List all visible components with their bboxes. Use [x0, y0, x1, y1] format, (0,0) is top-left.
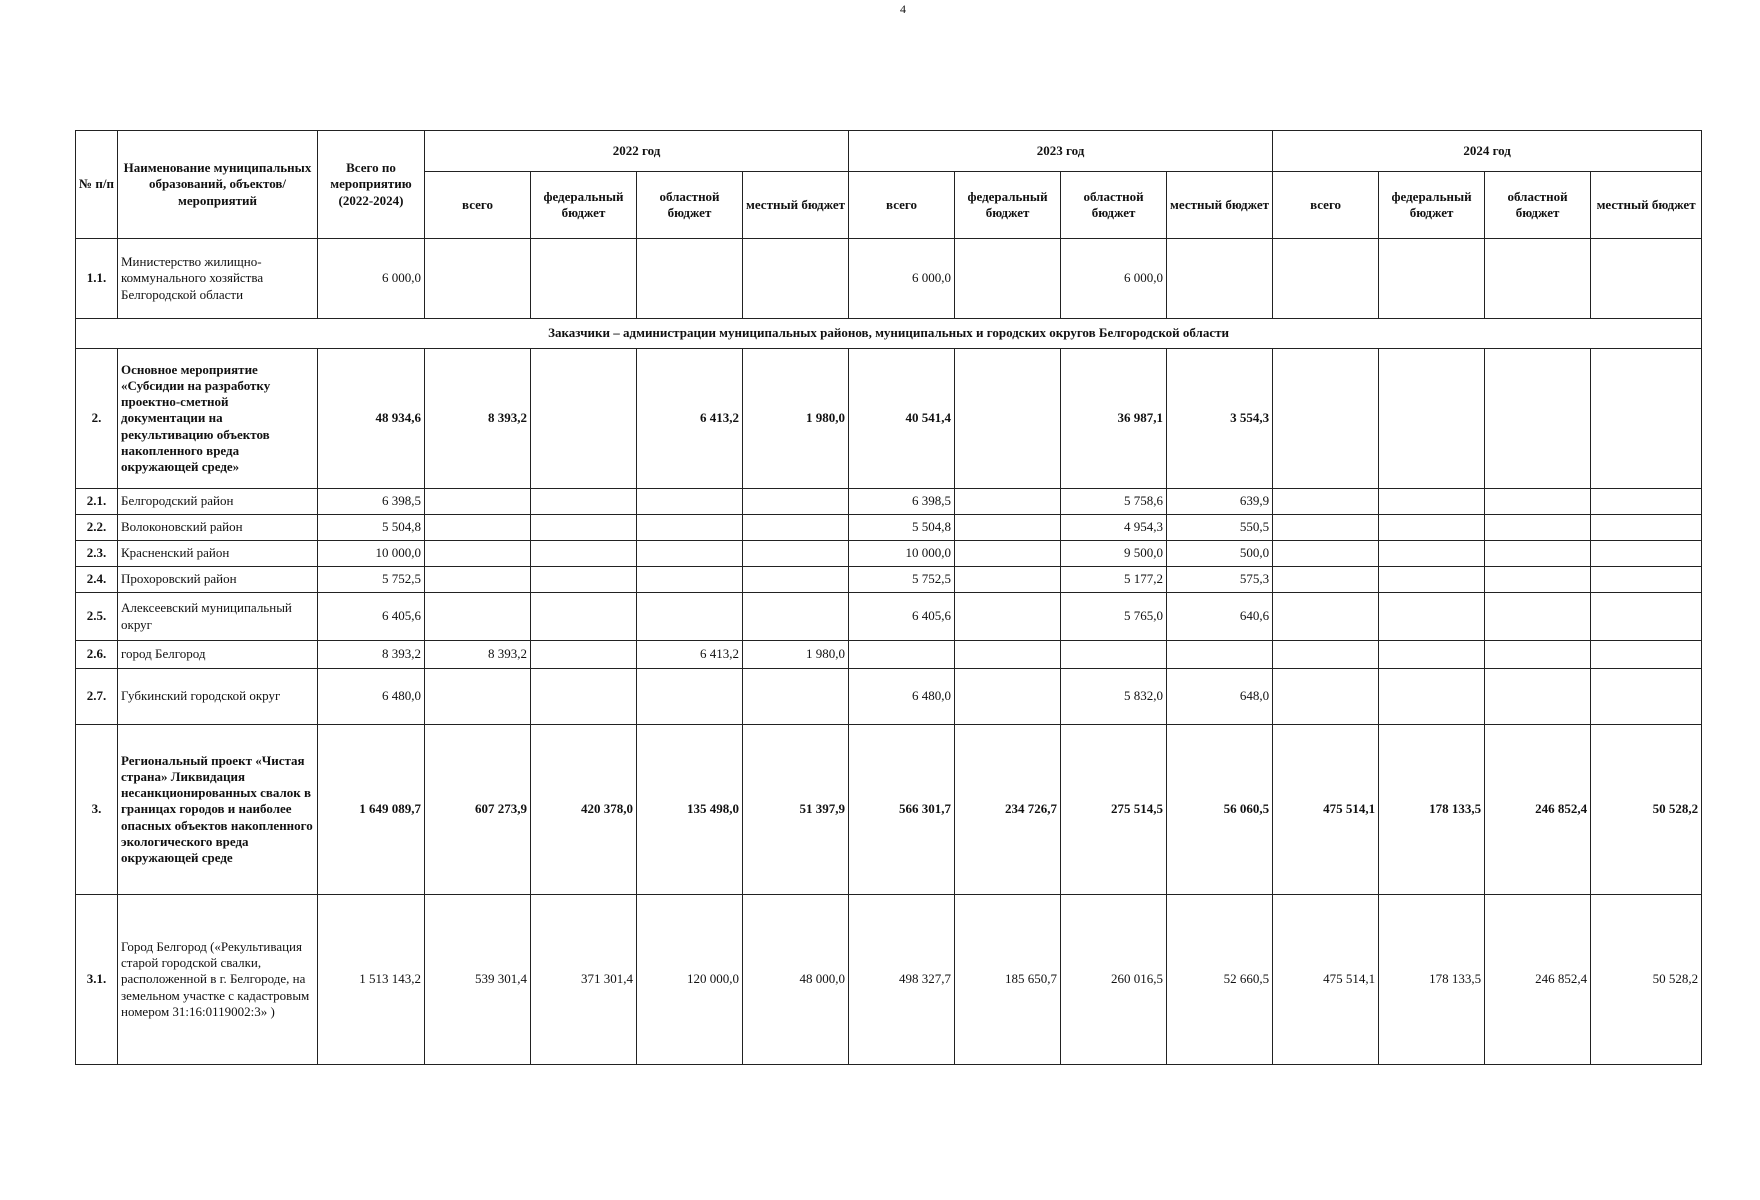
table-row — [76, 567, 1702, 593]
value-cell: 10 000,0 — [849, 541, 955, 567]
value-cell — [637, 541, 743, 567]
row-name: Волоконовский район — [118, 515, 318, 541]
value-cell: 246 852,4 — [1485, 895, 1591, 1065]
section-title: Заказчики – администрации муниципальных районов, муниципальных и городских округов Белгородской области — [76, 319, 1702, 349]
header-name: Наименование муниципальных образований, объектов/мероприятий — [118, 131, 318, 239]
value-cell — [743, 567, 849, 593]
value-cell: 5 758,6 — [1061, 489, 1167, 515]
value-cell: 6 000,0 — [849, 239, 955, 319]
value-cell — [531, 669, 637, 725]
value-cell — [1591, 669, 1702, 725]
value-cell: 48 000,0 — [743, 895, 849, 1065]
value-cell: 51 397,9 — [743, 725, 849, 895]
row-name: Губкинский городской округ — [118, 669, 318, 725]
value-cell — [1485, 593, 1591, 641]
header-sub-local: местный бюджет — [1167, 172, 1273, 239]
value-cell — [955, 593, 1061, 641]
value-cell — [531, 239, 637, 319]
header-no: № п/п — [76, 131, 118, 239]
value-cell: 234 726,7 — [955, 725, 1061, 895]
value-cell: 420 378,0 — [531, 725, 637, 895]
value-cell: 6 405,6 — [318, 593, 425, 641]
row-number: 2.5. — [76, 593, 118, 641]
value-cell — [425, 239, 531, 319]
value-cell — [1485, 641, 1591, 669]
value-cell: 5 177,2 — [1061, 567, 1167, 593]
value-cell: 5 752,5 — [318, 567, 425, 593]
value-cell: 6 480,0 — [849, 669, 955, 725]
value-cell — [1591, 541, 1702, 567]
table-body — [76, 239, 1702, 1065]
header-year-2024: 2024 год — [1273, 131, 1702, 172]
table-row — [76, 489, 1702, 515]
value-cell — [1485, 567, 1591, 593]
value-cell — [743, 593, 849, 641]
header-sub-local: местный бюджет — [743, 172, 849, 239]
row-name: Красненский район — [118, 541, 318, 567]
value-cell — [849, 641, 955, 669]
value-cell: 52 660,5 — [1167, 895, 1273, 1065]
header-year-2023: 2023 год — [849, 131, 1273, 172]
value-cell — [1273, 515, 1379, 541]
value-cell — [955, 515, 1061, 541]
value-cell — [1379, 239, 1485, 319]
value-cell: 246 852,4 — [1485, 725, 1591, 895]
row-number: 2.6. — [76, 641, 118, 669]
value-cell — [1167, 239, 1273, 319]
value-cell — [531, 593, 637, 641]
value-cell — [637, 669, 743, 725]
value-cell: 8 393,2 — [425, 641, 531, 669]
value-cell: 50 528,2 — [1591, 895, 1702, 1065]
row-name: город Белгород — [118, 641, 318, 669]
value-cell — [1485, 669, 1591, 725]
value-cell — [1379, 541, 1485, 567]
value-cell: 185 650,7 — [955, 895, 1061, 1065]
budget-table — [75, 130, 1702, 1065]
table-row — [76, 349, 1702, 489]
value-cell — [531, 515, 637, 541]
value-cell — [531, 489, 637, 515]
value-cell — [955, 489, 1061, 515]
value-cell — [1273, 349, 1379, 489]
row-number: 2.3. — [76, 541, 118, 567]
value-cell — [1591, 489, 1702, 515]
value-cell — [1273, 567, 1379, 593]
value-cell: 6 000,0 — [1061, 239, 1167, 319]
value-cell — [1273, 489, 1379, 515]
value-cell — [743, 239, 849, 319]
value-cell — [955, 239, 1061, 319]
header-total: Всего по мероприятию (2022-2024) — [318, 131, 425, 239]
value-cell — [955, 541, 1061, 567]
value-cell: 539 301,4 — [425, 895, 531, 1065]
value-cell: 1 649 089,7 — [318, 725, 425, 895]
value-cell: 475 514,1 — [1273, 725, 1379, 895]
value-cell — [425, 541, 531, 567]
value-cell: 260 016,5 — [1061, 895, 1167, 1065]
value-cell — [1591, 641, 1702, 669]
value-cell: 135 498,0 — [637, 725, 743, 895]
value-cell: 498 327,7 — [849, 895, 955, 1065]
value-cell: 9 500,0 — [1061, 541, 1167, 567]
value-cell: 120 000,0 — [637, 895, 743, 1065]
value-cell: 5 752,5 — [849, 567, 955, 593]
value-cell: 6 398,5 — [318, 489, 425, 515]
row-name: Основное мероприятие «Субсидии на разработку проектно-сметной документации на рекультивацию объектов накопленного вреда окружающей среде» — [118, 349, 318, 489]
table-row — [76, 593, 1702, 641]
table-row — [76, 541, 1702, 567]
value-cell: 648,0 — [1167, 669, 1273, 725]
header-sub-federal: федеральный бюджет — [955, 172, 1061, 239]
header-sub-local: местный бюджет — [1591, 172, 1702, 239]
header-sub-total: всего — [1273, 172, 1379, 239]
value-cell: 50 528,2 — [1591, 725, 1702, 895]
value-cell: 6 413,2 — [637, 641, 743, 669]
value-cell: 3 554,3 — [1167, 349, 1273, 489]
value-cell: 1 980,0 — [743, 641, 849, 669]
value-cell — [1485, 489, 1591, 515]
row-number: 3.1. — [76, 895, 118, 1065]
value-cell — [1591, 349, 1702, 489]
value-cell — [1379, 515, 1485, 541]
row-number: 2. — [76, 349, 118, 489]
value-cell — [1379, 489, 1485, 515]
header-sub-total: всего — [425, 172, 531, 239]
header-sub-regional: областной бюджет — [1485, 172, 1591, 239]
table-row — [76, 641, 1702, 669]
value-cell: 10 000,0 — [318, 541, 425, 567]
value-cell: 48 934,6 — [318, 349, 425, 489]
row-number: 3. — [76, 725, 118, 895]
row-name: Министерство жилищно-коммунального хозяйства Белгородской области — [118, 239, 318, 319]
value-cell — [1379, 567, 1485, 593]
value-cell: 275 514,5 — [1061, 725, 1167, 895]
value-cell — [1379, 669, 1485, 725]
value-cell: 550,5 — [1167, 515, 1273, 541]
value-cell — [1273, 593, 1379, 641]
section-row — [76, 319, 1702, 349]
row-number: 2.1. — [76, 489, 118, 515]
value-cell: 475 514,1 — [1273, 895, 1379, 1065]
value-cell — [1591, 567, 1702, 593]
value-cell — [1591, 515, 1702, 541]
header-sub-total: всего — [849, 172, 955, 239]
value-cell — [531, 567, 637, 593]
value-cell: 500,0 — [1167, 541, 1273, 567]
row-name: Региональный проект «Чистая страна» Ликвидация несанкционированных свалок в границах городов и наиболее опасных объектов накопленного экологического вреда окружающей среде — [118, 725, 318, 895]
value-cell — [1591, 239, 1702, 319]
value-cell — [1485, 239, 1591, 319]
value-cell — [955, 669, 1061, 725]
value-cell — [743, 489, 849, 515]
value-cell — [531, 641, 637, 669]
value-cell: 8 393,2 — [318, 641, 425, 669]
value-cell — [637, 593, 743, 641]
table-row — [76, 895, 1702, 1065]
value-cell: 5 832,0 — [1061, 669, 1167, 725]
value-cell — [1273, 641, 1379, 669]
row-number: 2.7. — [76, 669, 118, 725]
value-cell: 6 480,0 — [318, 669, 425, 725]
value-cell: 607 273,9 — [425, 725, 531, 895]
row-name: Белгородский район — [118, 489, 318, 515]
value-cell: 566 301,7 — [849, 725, 955, 895]
value-cell — [743, 541, 849, 567]
value-cell — [743, 669, 849, 725]
value-cell — [425, 669, 531, 725]
value-cell — [1379, 349, 1485, 489]
header-sub-regional: областной бюджет — [637, 172, 743, 239]
value-cell: 6 413,2 — [637, 349, 743, 489]
value-cell: 5 504,8 — [318, 515, 425, 541]
value-cell: 6 000,0 — [318, 239, 425, 319]
value-cell — [637, 567, 743, 593]
value-cell: 575,3 — [1167, 567, 1273, 593]
page-number: 4 — [900, 2, 906, 16]
header-sub-regional: областной бюджет — [1061, 172, 1167, 239]
value-cell: 639,9 — [1167, 489, 1273, 515]
value-cell — [955, 641, 1061, 669]
value-cell: 8 393,2 — [425, 349, 531, 489]
header-sub-federal: федеральный бюджет — [531, 172, 637, 239]
header-sub-federal: федеральный бюджет — [1379, 172, 1485, 239]
value-cell — [1485, 515, 1591, 541]
value-cell — [1379, 593, 1485, 641]
value-cell — [531, 349, 637, 489]
value-cell — [955, 567, 1061, 593]
value-cell: 5 504,8 — [849, 515, 955, 541]
value-cell: 178 133,5 — [1379, 895, 1485, 1065]
value-cell: 5 765,0 — [1061, 593, 1167, 641]
value-cell — [1061, 641, 1167, 669]
value-cell: 371 301,4 — [531, 895, 637, 1065]
value-cell — [1485, 541, 1591, 567]
value-cell — [1273, 541, 1379, 567]
row-number: 2.2. — [76, 515, 118, 541]
header-year-2022: 2022 год — [425, 131, 849, 172]
value-cell: 56 060,5 — [1167, 725, 1273, 895]
value-cell — [1273, 669, 1379, 725]
table-row — [76, 725, 1702, 895]
value-cell: 178 133,5 — [1379, 725, 1485, 895]
value-cell — [955, 349, 1061, 489]
row-name: Алексеевский муниципальный округ — [118, 593, 318, 641]
value-cell — [1591, 593, 1702, 641]
value-cell — [425, 567, 531, 593]
value-cell: 1 513 143,2 — [318, 895, 425, 1065]
row-name: Прохоровский район — [118, 567, 318, 593]
table-row — [76, 515, 1702, 541]
row-number: 1.1. — [76, 239, 118, 319]
value-cell: 40 541,4 — [849, 349, 955, 489]
row-name: Город Белгород («Рекультивация старой городской свалки, расположенной в г. Белгороде, на земельном участке с кадастровым номером 31:16:0119002:3» ) — [118, 895, 318, 1065]
value-cell — [425, 489, 531, 515]
value-cell: 640,6 — [1167, 593, 1273, 641]
table-row — [76, 239, 1702, 319]
value-cell: 4 954,3 — [1061, 515, 1167, 541]
row-number: 2.4. — [76, 567, 118, 593]
value-cell — [637, 489, 743, 515]
table-row — [76, 669, 1702, 725]
value-cell: 6 405,6 — [849, 593, 955, 641]
value-cell — [1273, 239, 1379, 319]
value-cell — [637, 515, 743, 541]
value-cell — [531, 541, 637, 567]
value-cell: 36 987,1 — [1061, 349, 1167, 489]
value-cell — [637, 239, 743, 319]
value-cell — [1379, 641, 1485, 669]
value-cell — [1167, 641, 1273, 669]
value-cell: 6 398,5 — [849, 489, 955, 515]
value-cell — [425, 515, 531, 541]
value-cell: 1 980,0 — [743, 349, 849, 489]
value-cell — [743, 515, 849, 541]
value-cell — [1485, 349, 1591, 489]
value-cell — [425, 593, 531, 641]
